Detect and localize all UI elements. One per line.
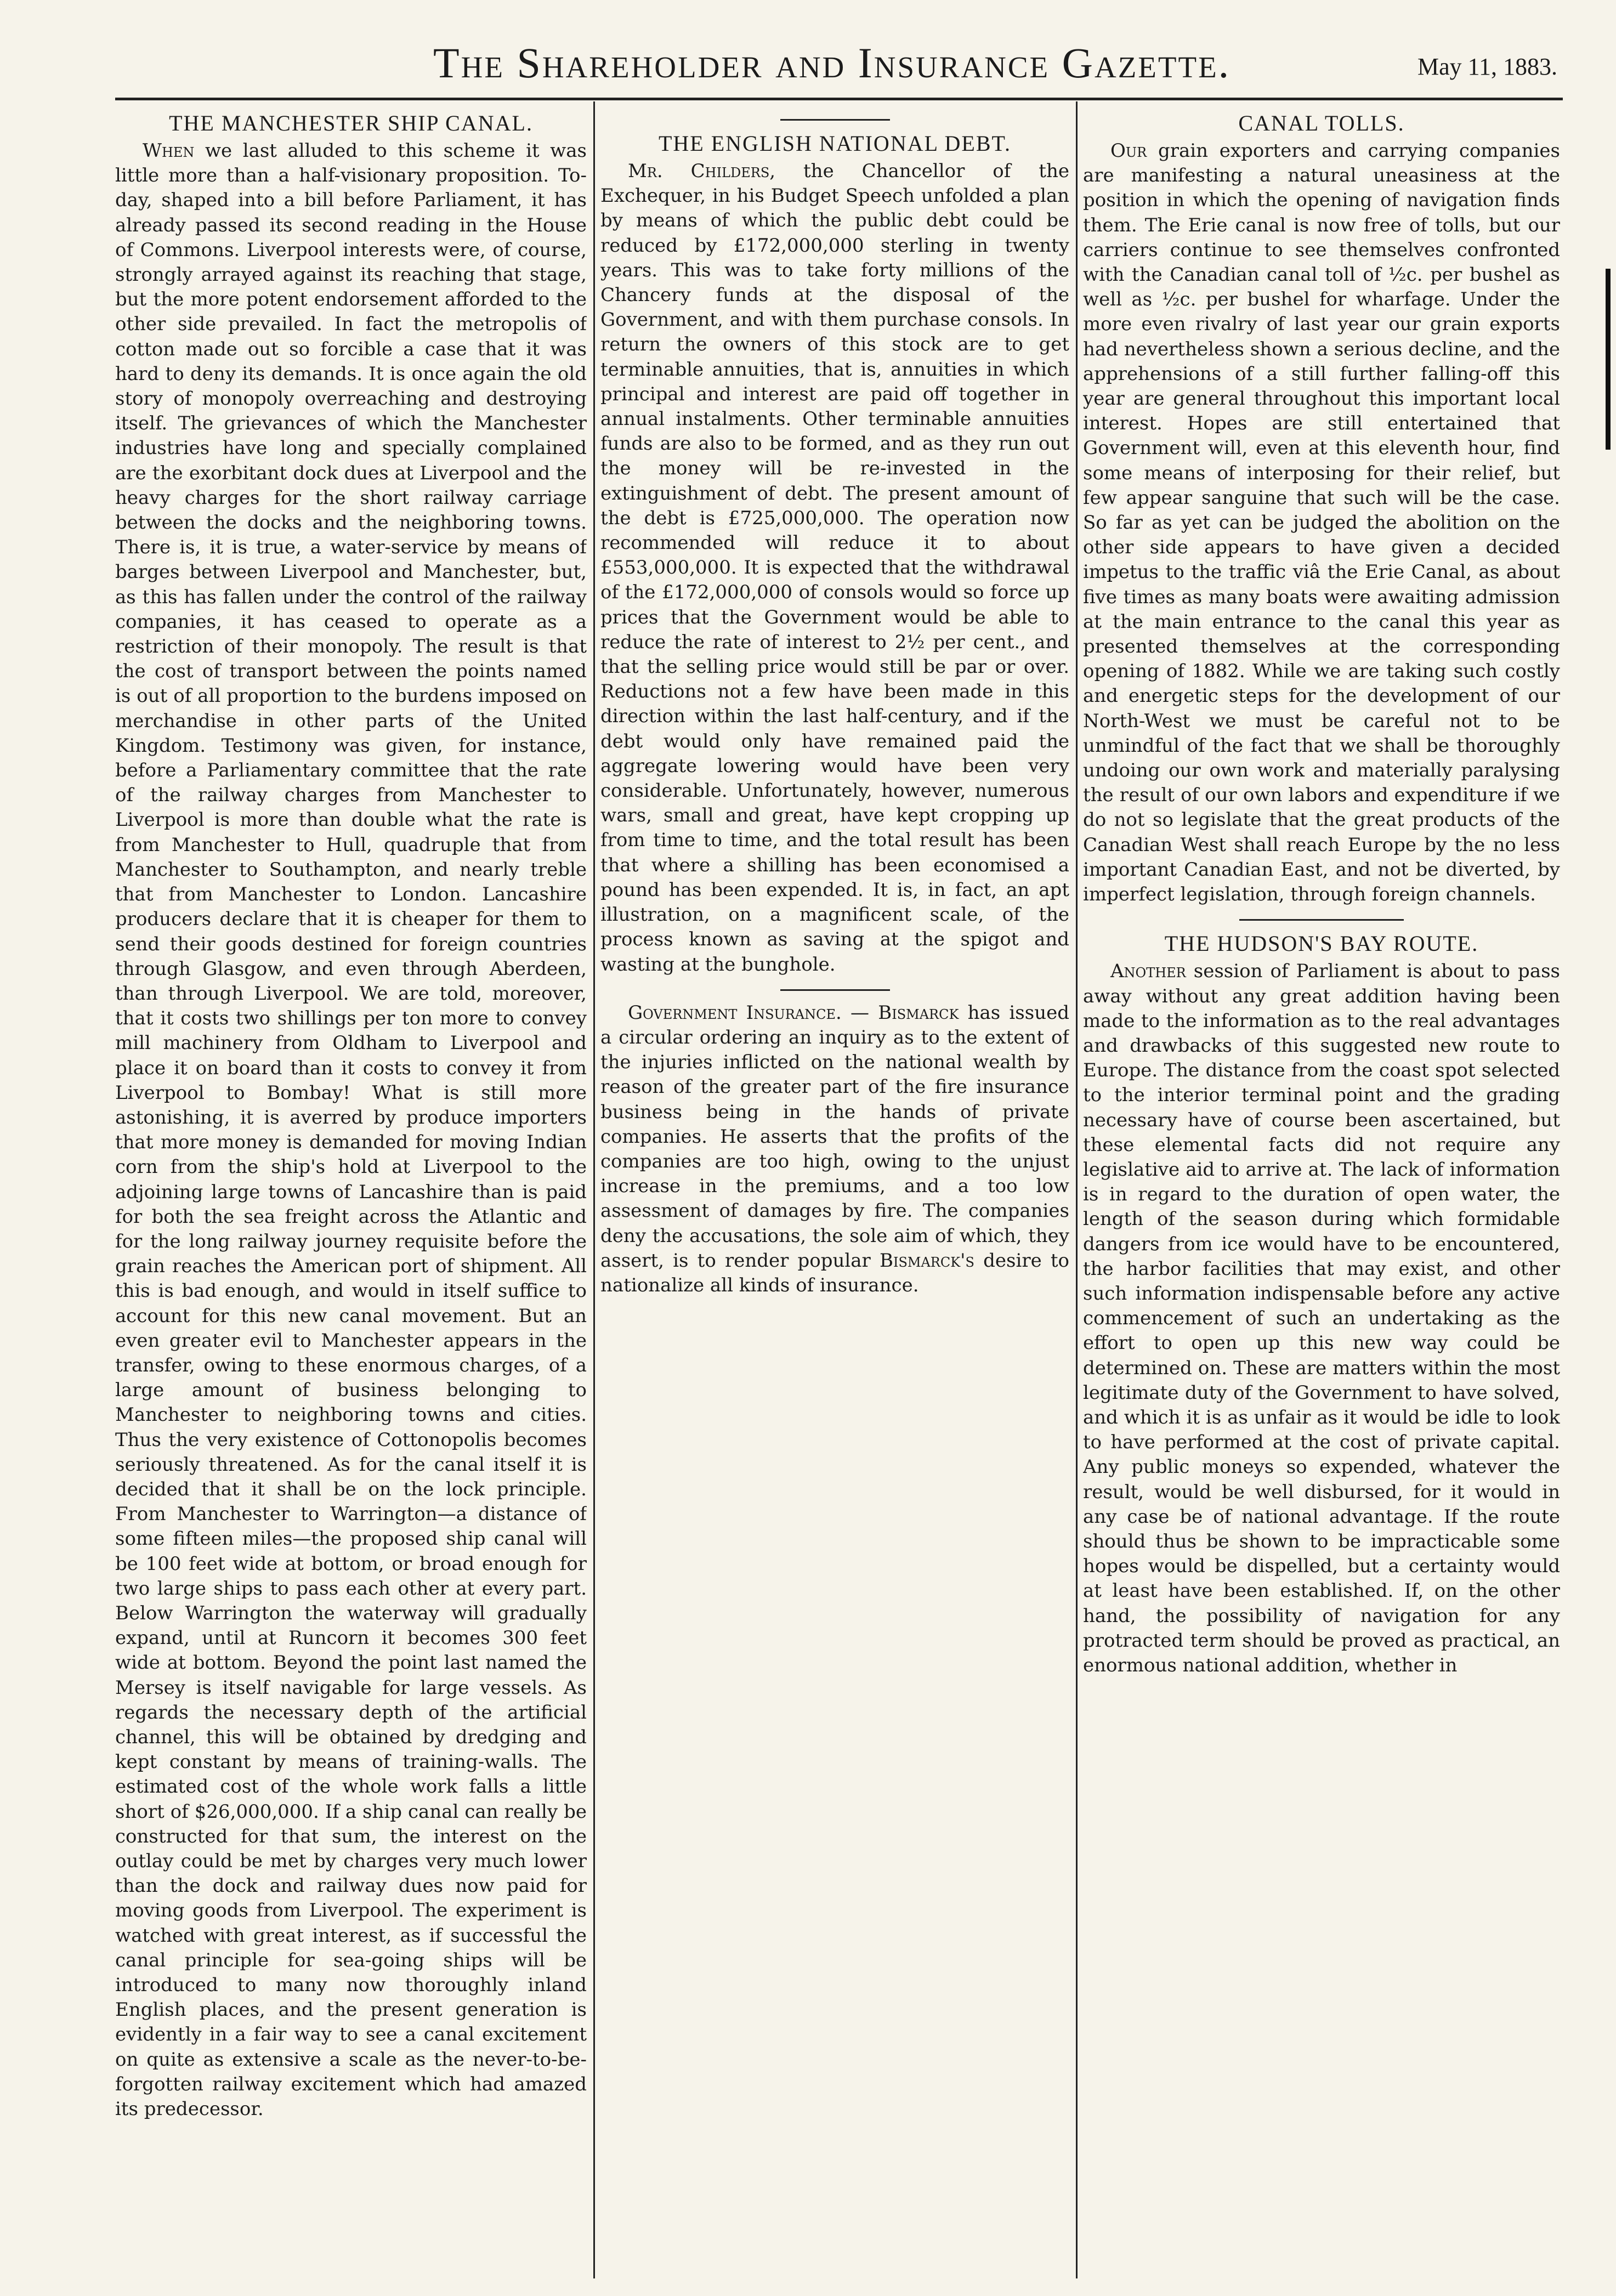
article-heading: THE HUDSON'S BAY ROUTE.: [1164, 931, 1479, 956]
column-2: [600, 107, 1069, 2273]
article-body: [600, 159, 1069, 977]
masthead: The Shareholder and Insurance Gazette.: [433, 39, 1231, 87]
column-3: [1083, 107, 1560, 2273]
column-divider: [1076, 101, 1078, 2278]
article-text: session of Parliament is about to pass away without any great addition having been made to the information as to the real advantages and drawbacks of this suggested new route to Europe. The distance from the coast spot selected to the interior terminal point and the grading necessary have of course been ascertained, but these elemental facts did not require any legislative aid to arrive at. The lack of information is in regard to the duration of open water, the length of the season during which formidable dangers from ice would have to be encountered, the harbor facilities that may exist, and other such information indispensable before any active commencement of such an undertaking as the effort to open up this new way could be determined on. These are matters within the most legitimate duty of the Government to have solved, and which it is as unfair as it would be idle to look to have performed at the cost of private capital. Any public moneys so expended, whatever the result, would be well disbursed, for it would in any case be of national advantage. If the route should thus be shown to be impracticable some hopes would be dispelled, but a certainty would at least have been established. If, on the other hand, the possibility of navigation for any protracted term should be proved as practical, an enormous national addition, whether in: [1083, 960, 1560, 1676]
article-text: has issued a circular ordering an inquiry as to the extent of the injuries inflicted on the national wealth by reason of the greater part of the fire insurance business being in the hands of private companies. He asserts that the profits of the companies are too high, owing to the unjust increase in the premiums, and a too low assessment of damages by fire. The companies deny the accusations, the sole aim of which, they assert, is to render popular: [600, 1001, 1069, 1272]
article-body: Government Insurance. — Bismarck has issued a circular ordering an inquiry as to the extent of the injuries inflicted on the national wealth by reason of the greater part of the fire insurance business being in the hands of private companies. He asserts that the profits of the companies are too high, owing to the unjust increase in the premiums, and a too low assessment of damages by fire. The companies deny the accusations, the sole aim of which, they assert, is to render popular Bismarck's desire to nationalize all kinds of insurance.: [600, 1001, 1069, 1296]
column-1: [115, 107, 587, 2273]
lead-word: Our: [1110, 140, 1147, 162]
section-rule: [780, 989, 890, 991]
article-english-national-debt: [600, 131, 1069, 977]
paragraph-title: Government Insurance.: [628, 1001, 842, 1024]
article-heading: THE ENGLISH NATIONAL DEBT.: [658, 131, 1011, 156]
article-text: desire to nationalize all kinds of insurance.: [600, 1249, 1069, 1296]
article-hudsons-bay-route: [1083, 931, 1560, 1678]
section-rule: [780, 119, 890, 121]
article-heading: THE MANCHESTER SHIP CANAL.: [169, 111, 533, 135]
article-government-insurance: [600, 1001, 1069, 1298]
article-manchester-ship-canal: [115, 110, 587, 2122]
article-text: the Chancellor of the Exchequer, in his Budget Speech unfolded a plan by means of which the public debt could be reduced by £172,000,000 sterling in twenty years. This was to take forty millions of the Chancery funds at the disposal of the Government, and with them purchase consols. In return the owners of this stock are to get terminable annuities, that is, annuities in which principal and interest are paid off together in annual instalments. Other terminable annuities funds are also to be formed, and as they run out the money will be re-invested in the extinguishment of debt. The present amount of the debt is £725,000,000. The operation now recommended will reduce it to about £553,000,000. It is expected that the withdrawal of the £172,000,000 of consols would so force up prices that the Government would be able to reduce the rate of interest to 2½ per cent., and that the selling price would still be par or over. Reductions not a few have been made in this direction within the last half-century, and if the debt would only have remained paid the aggregate lowering would have been very considerable. Unfortunately, however, numerous wars, small and great, have kept cropping up from time to time, and the total result has been that where a shilling has been economised a pound has been expended. It is, in fact, an apt illustration, on a magnificent scale, of the process known as saving at the spigot and wasting at the bunghole.: [600, 160, 1069, 976]
article-body: [1083, 139, 1560, 907]
name-reference: Bismarck's: [879, 1249, 974, 1272]
header-rule: [115, 98, 1563, 100]
lead-word: Mr. Childers,: [628, 160, 776, 182]
margin-mark: [1606, 269, 1611, 450]
article-heading: CANAL TOLLS.: [1238, 111, 1405, 135]
issue-date: May 11, 1883.: [1417, 53, 1557, 80]
column-divider: [593, 101, 595, 2278]
section-rule: [1239, 919, 1404, 921]
lead-word: When: [143, 140, 195, 162]
article-body: [1083, 959, 1560, 1678]
lead-word: Bismarck: [878, 1001, 959, 1024]
lead-word: Another: [1110, 960, 1186, 983]
article-canal-tolls: [1083, 110, 1560, 907]
article-text: grain exporters and carrying companies are manifesting a natural uneasiness at the position in which the opening of navigation finds them. The Erie canal is now free of tolls, but our carriers continue to see themselves confronted with the Canadian canal toll of ½c. per bushel as well as ½c. per bushel for wharfage. Under the more even rivalry of last year our grain exports had nevertheless shown a serious decline, and the apprehensions of a still further falling-off this year are general throughout this important local interest. Hopes are still entertained that Government will, even at this eleventh hour, find some means of interposing for their relief, but few appear sanguine that such will be the case. So far as yet can be judged the abolition on the other side appears to have given a decided impetus to the traffic viâ the Erie Canal, as about five times as many boats were awaiting admission at the main entrance to the canal this year as presented themselves at the corresponding opening of 1882. While we are taking such costly and energetic steps for the development of our North-West we must be careful not to be unmindful of the fact that we shall be thoroughly undoing our own work and materially paralysing the result of our own labors and expenditure if we do not so legislate that the great products of the Canadian West shall reach Europe by the no less important Canadian East, and not be diverted, by imperfect legislation, through foreign channels.: [1083, 140, 1560, 906]
page-header: [88, 33, 1568, 99]
article-text: we last alluded to this scheme it was little more than a half-visionary proposition. To-day, shaped into a bill before Parliament, it has already passed its second reading in the House of Commons. Liverpool interests were, of course, strongly arrayed against its reaching that stage, but the more potent endorsement afforded to the other side prevailed. In fact the metropolis of cotton made out so forcible a case that it was hard to deny its demands. It is once again the old story of monopoly overreaching and destroying itself. The grievances of which the Manchester industries have long and specially complained are the exorbitant dock dues at Liverpool and the heavy charges for the short railway carriage between the docks and the neighboring towns. There is, it is true, a water-service by means of barges between Liverpool and Manchester, but, as this has fallen under the control of the railway companies, it has ceased to operate as a restriction of their monopoly. The result is that the cost of transport between the points named is out of all proportion to the burdens imposed on merchandise in other parts of the United Kingdom. Testimony was given, for instance, before a Parliamentary committee that the rate of the railway charges from Manchester to Liverpool is more than double what the rate is from Manchester to Hull, quadruple that from Manchester to Southampton, and nearly treble that from Manchester to London. Lancashire producers declare that it is cheaper for them to send their goods destined for foreign countries through Glasgow, and even through Aberdeen, than through Liverpool. We are told, moreover, that it costs two shillings per ton more to convey mill machinery from Oldham to Liverpool and place it on board than it costs to convey it from Liverpool to Bombay! What is still more astonishing, it is averred by produce importers that more money is demanded for moving Indian corn from the ship's hold at Liverpool to the adjoining large towns of Lancashire than is paid for both the sea freight across the Atlantic and for the long railway journey requisite before the grain reaches the American port of shipment. All this is bad enough, and would in itself suffice to account for this new canal movement. But an even greater evil to Manchester appears in the transfer, owing to these enormous charges, of a large amount of business belonging to Manchester to neighboring towns and cities. Thus the very existence of Cottonopolis becomes seriously threatened. As for the canal itself it is decided that it shall be on the lock principle. From Manchester to Warrington—a distance of some fifteen miles—the proposed ship canal will be 100 feet wide at bottom, or broad enough for two large ships to pass each other at every part. Below Warrington the waterway will gradually expand, until at Runcorn it becomes 300 feet wide at bottom. Beyond the point last named the Mersey is itself navigable for large vessels. As regards the necessary depth of the artificial channel, this will be obtained by dredging and kept constant by means of training-walls. The estimated cost of the whole work falls a little short of $26,000,000. If a ship canal can really be constructed for that sum, the interest on the outlay could be met by charges very much lower than the dock and railway dues now paid for moving goods from Liverpool. The experiment is watched with great interest, as if successful the canal principle for sea-going ships will be introduced to many now thoroughly inland English places, and the present generation is evidently in a fair way to see a canal excitement on quite as extensive a scale as the never-to-be-forgotten railway excitement which had amazed its predecessor.: [115, 140, 587, 2121]
article-body: [115, 139, 587, 2122]
